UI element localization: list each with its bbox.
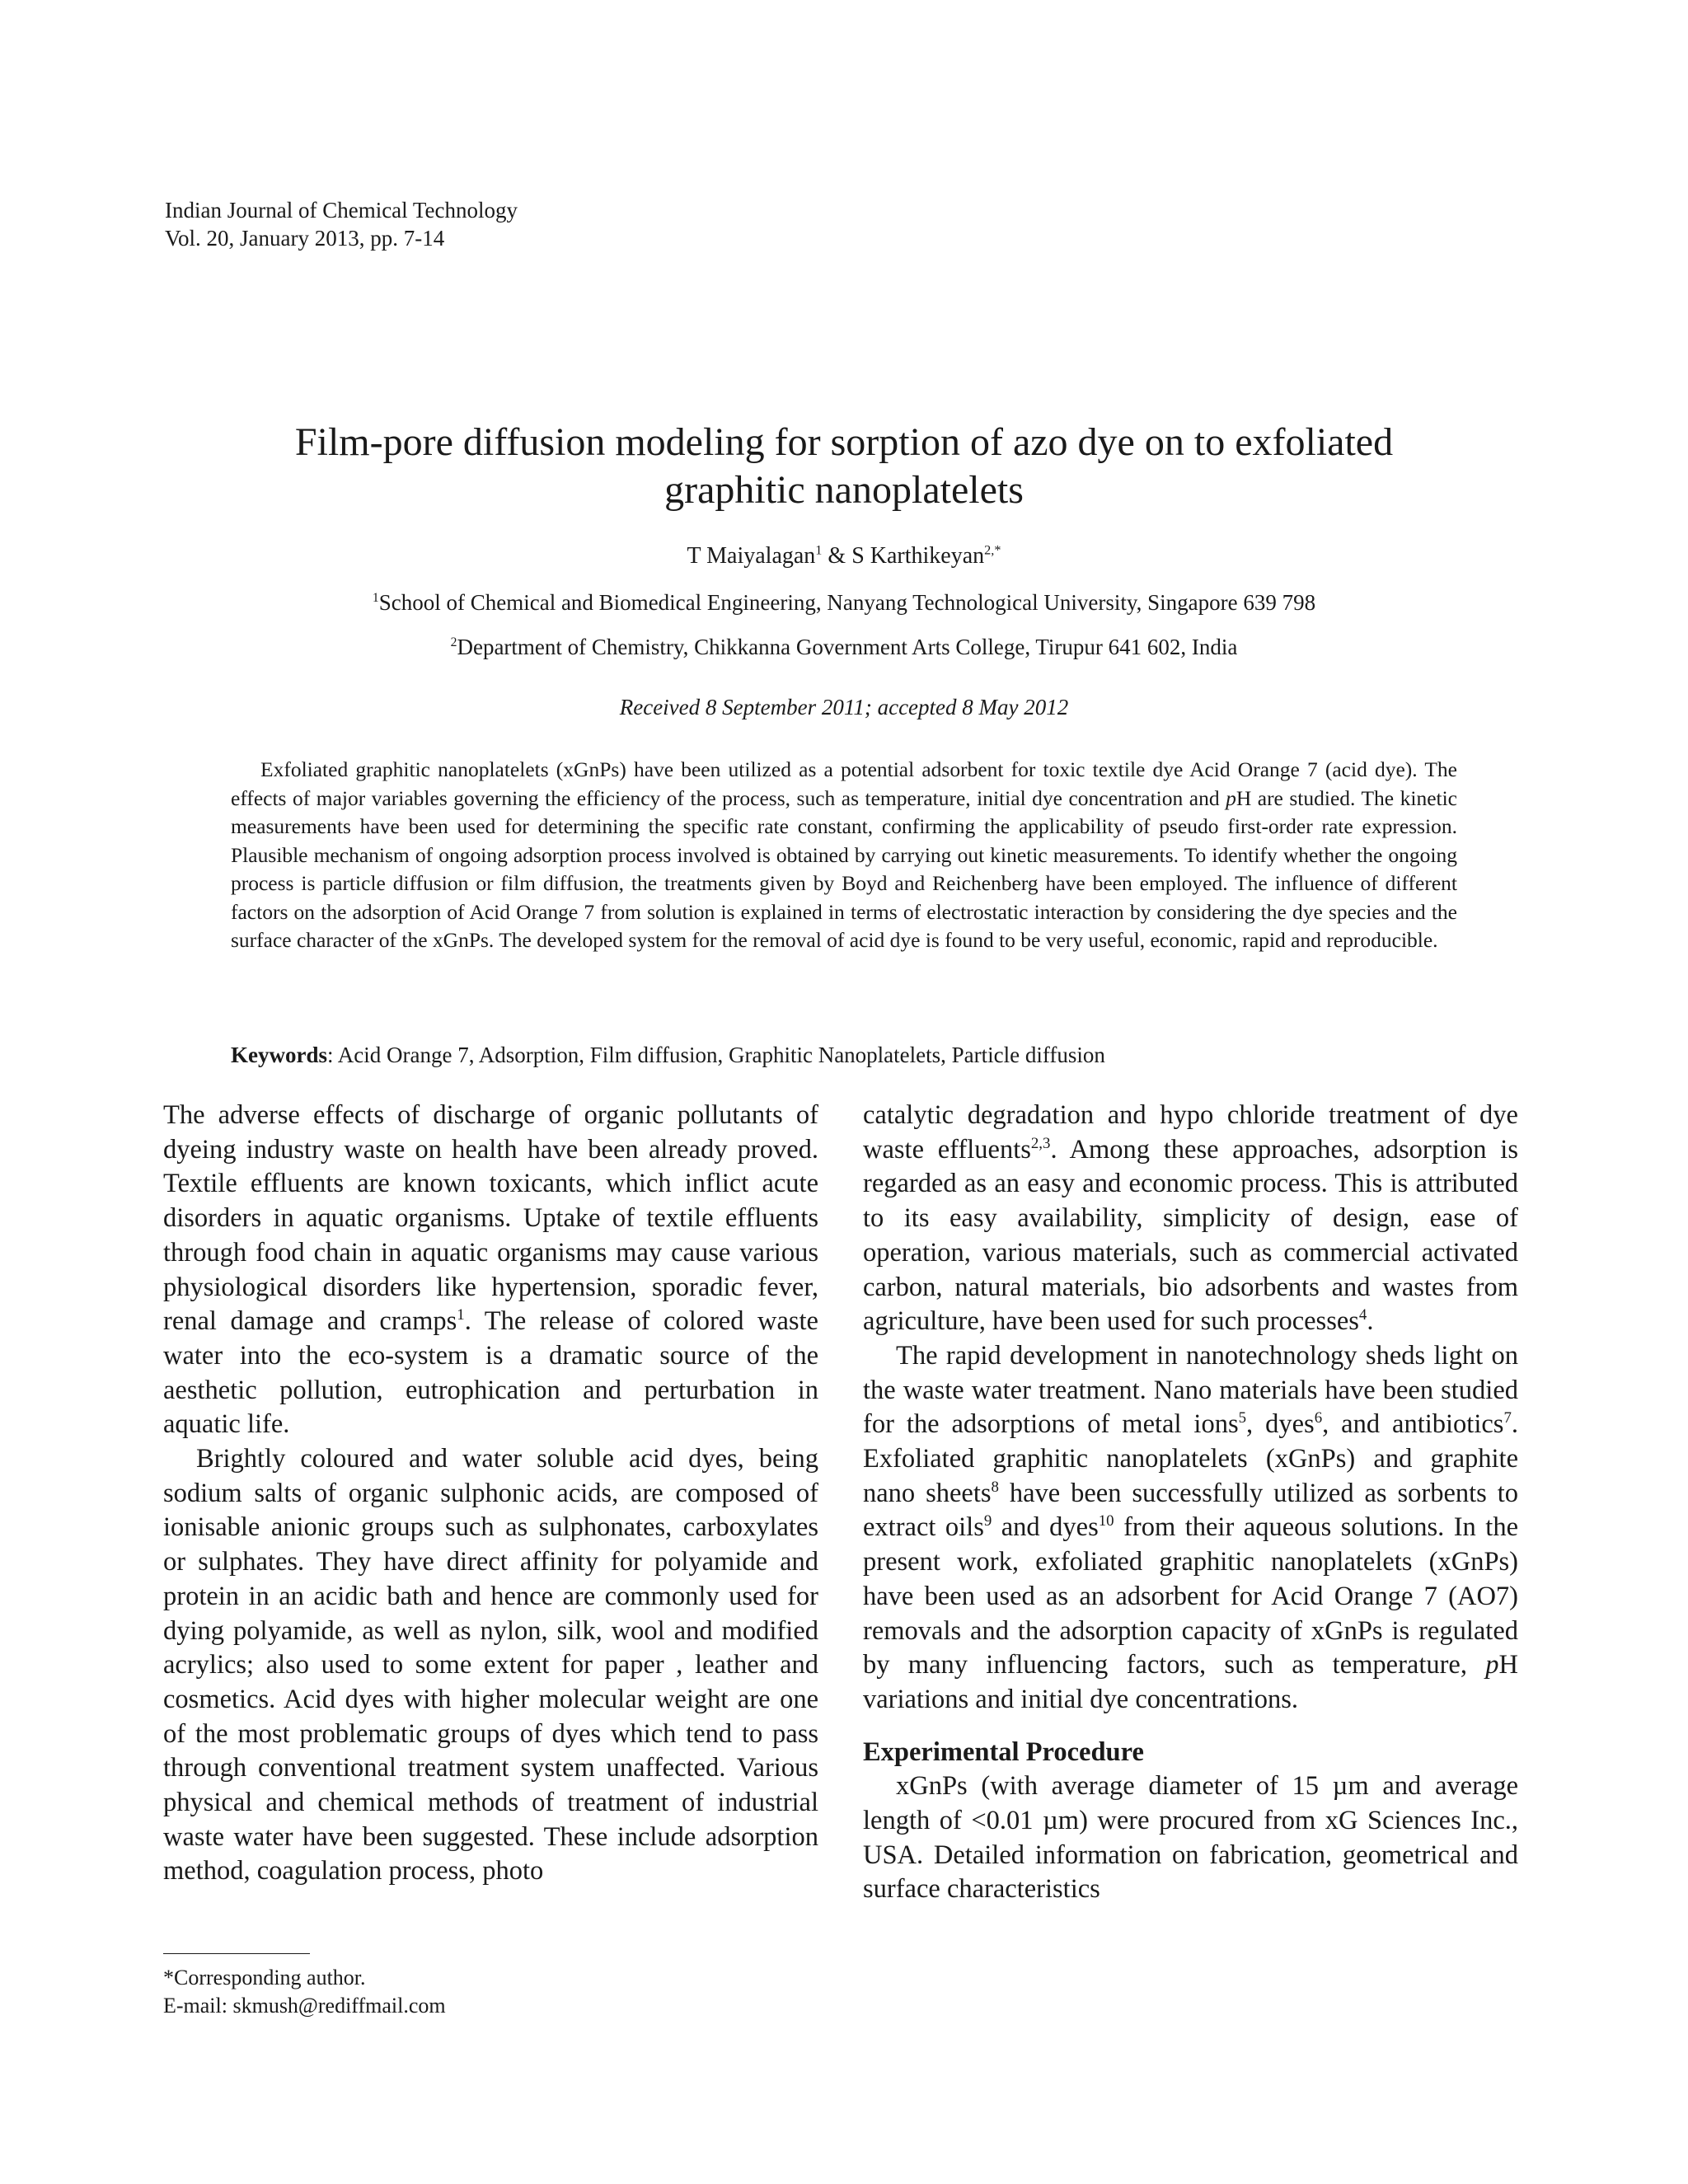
abstract-p-italic: p — [1226, 785, 1236, 810]
affiliation-2-text: Department of Chemistry, Chikkanna Government Arts College, Tirupur 641 602, India — [457, 635, 1238, 659]
author-2-affil: 2,* — [984, 542, 1001, 558]
intro-p4-f: and dyes — [992, 1512, 1099, 1543]
intro-paragraph-4 — [863, 1339, 1518, 1718]
citation-1: 1 — [457, 1306, 465, 1324]
author-1-affil: 1 — [815, 542, 823, 558]
journal-name: Indian Journal of Chemical Technology — [165, 198, 518, 223]
intro-p4-c: , and antibiotics — [1322, 1409, 1504, 1440]
keywords-text: : Acid Orange 7, Adsorption, Film diffusion, Graphitic Nanoplatelets, Particle diffusion — [327, 1043, 1105, 1067]
citation-8: 8 — [991, 1478, 999, 1496]
paper-title-line1: Film-pore diffusion modeling for sorption of azo dye on to exfoliated — [294, 420, 1394, 464]
citation-10: 10 — [1098, 1512, 1114, 1530]
corresponding-author-note: *Corresponding author. — [163, 1966, 366, 1990]
intro-paragraph-3 — [863, 1099, 1518, 1339]
author-separator: & — [822, 543, 852, 569]
intro-p4-a: The rapid development in nanotechnology sheds light on the waste water treatment. Nano materials have been studied for the adsorptions of metal ions — [863, 1340, 1518, 1440]
journal-header — [165, 196, 518, 252]
section-heading-experimental: Experimental Procedure — [863, 1736, 1144, 1767]
body-column-left — [163, 1099, 818, 1889]
footnote — [163, 1964, 446, 2020]
intro-p1-text-a: The adverse effects of discharge of organic pollutants of dyeing industry waste on health have been already proved. Textile effluents are known toxicants, which inflict acute disorders in aquatic organisms. Uptake of textile effluents through food chain in aquatic organisms may cause various physiological disorders like hypertension, sporadic fever, renal damage and cramps — [163, 1100, 818, 1337]
intro-p3-text-a: catalytic degradation and hypo chloride treatment of dye waste effluents — [863, 1100, 1518, 1165]
citation-2-3: 2,3 — [1030, 1134, 1051, 1152]
citation-5: 5 — [1238, 1409, 1247, 1427]
author-2: S Karthikeyan — [851, 543, 985, 569]
intro-p4-h: H variations and initial dye concentrations. — [863, 1650, 1518, 1714]
intro-p1-text-b: . The release of colored waste water into the eco-system is a dramatic source of the aesthetic pollution, eutrophication and perturbation in aquatic life. — [163, 1306, 818, 1440]
intro-p3-text-b: . Among these approaches, adsorption is regarded as an easy and economic process. This is attributed to its easy availability, simplicity of design, ease of operation, various materials, such as commercial activated carbon, natural materials, bio adsorbents and wastes from agriculture, have been used for such processes — [863, 1134, 1518, 1337]
affiliation-2 — [190, 633, 1498, 661]
keywords-label: Keywords — [231, 1043, 327, 1067]
experimental-paragraph-1: xGnPs (with average diameter of 15 µm and average length of <0.01 µm) were procured from xG Sciences Inc., USA. Detailed information on fabrication, geometrical and surface characteristics — [863, 1771, 1518, 1905]
body-column-right — [863, 1099, 1518, 1907]
citation-6: 6 — [1314, 1409, 1323, 1427]
intro-p4-b: , dyes — [1246, 1409, 1315, 1440]
citation-4: 4 — [1358, 1306, 1367, 1324]
intro-paragraph-1 — [163, 1099, 818, 1442]
affiliation-1-mark: 1 — [372, 591, 379, 605]
affiliation-1 — [190, 588, 1498, 616]
intro-p4-p-italic: p — [1485, 1650, 1499, 1680]
paper-title — [190, 419, 1498, 514]
citation-7: 7 — [1503, 1409, 1512, 1427]
affiliation-1-text: School of Chemical and Biomedical Engineering, Nanyang Technological University, Singapore 639 798 — [378, 590, 1316, 615]
corresponding-email: E-mail: skmush@rediffmail.com — [163, 1994, 446, 2018]
author-list — [190, 542, 1498, 570]
paper-title-line2: graphitic nanoplatelets — [664, 468, 1024, 512]
author-1: T Maiyalagan — [687, 543, 816, 569]
abstract-part2: H are studied. The kinetic measurements have been used for determining the specific rate constant, confirming the applicability of pseudo first-order rate expression. Plausible mechanism of ongoing adsorption process involved is obtained by carrying out kinetic measurements. To identify whether the ongoing process is particle diffusion or film diffusion, the treatments given by Boyd and Reichenberg have been employed. The influence of different factors on the adsorption of Acid Orange 7 from solution is explained in terms of electrostatic interaction by considering the dye species and the surface character of the xGnPs. The developed system for the removal of acid dye is found to be very useful, economic, rapid and reproducible. — [231, 785, 1457, 952]
intro-p3-text-c: . — [1367, 1306, 1374, 1337]
citation-9: 9 — [983, 1512, 992, 1530]
abstract — [231, 756, 1457, 955]
received-dates: Received 8 September 2011; accepted 8 May 2012 — [619, 695, 1069, 719]
intro-p4-e: have been successfully utilized as sorbents to extract oils — [863, 1478, 1518, 1543]
intro-p4-d: . Exfoliated graphitic nanoplatelets (xGnPs) and graphite nano sheets — [863, 1409, 1518, 1508]
abstract-part1: Exfoliated graphitic nanoplatelets (xGnPs) have been utilized as a potential adsorbent for toxic textile dye Acid Orange 7 (acid dye). The effects of major variables governing the efficiency of the process, such as temperature, initial dye concentration and — [231, 757, 1457, 810]
journal-volume: Vol. 20, January 2013, pp. 7-14 — [165, 226, 445, 251]
footnote-rule — [163, 1953, 310, 1954]
intro-paragraph-2: Brightly coloured and water soluble acid dyes, being sodium salts of organic sulphonic acids, are composed of ionisable anionic groups such as sulphonates, carboxylates or sulphates. They have direct affinity for polyamide and protein in an acidic bath and hence are commonly used for dying polyamide, as well as nylon, silk, wool and modified acrylics; also used to some extent for paper , leather and cosmetics. Acid dyes with higher molecular weight are one of the most problematic groups of dyes which tend to pass through conventional treatment system unaffected. Various physical and chemical methods of treatment of industrial waste water have been suggested. These include adsorption method, coagulation process, photo — [163, 1444, 818, 1886]
intro-p4-g: from their aqueous solutions. In the present work, exfoliated graphitic nanoplatelets (xGnPs) have been used as an adsorbent for Acid Orange 7 (AO7) removals and the adsorption capacity of xGnPs is regulated by many influencing factors, such as temperature, — [863, 1512, 1518, 1680]
affiliation-2-mark: 2 — [450, 635, 457, 649]
keywords — [231, 1041, 1457, 1069]
